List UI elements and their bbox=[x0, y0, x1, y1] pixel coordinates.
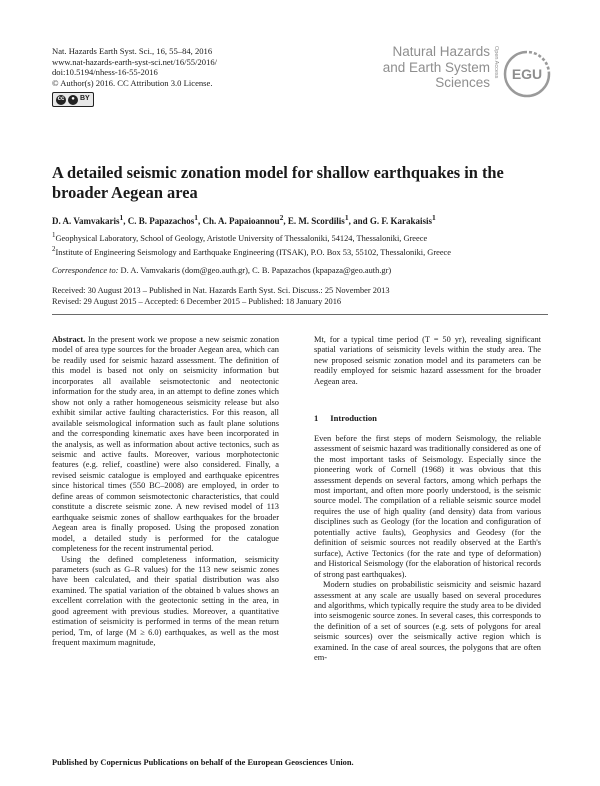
left-column bbox=[52, 335, 279, 649]
attribution-icon: ● bbox=[68, 95, 78, 105]
paper-title: A detailed seismic zonation model for shallow earthquakes in the broader Aegean area bbox=[52, 163, 504, 202]
journal-logo bbox=[370, 44, 555, 106]
author-name: Ch. A. Papaioannou bbox=[202, 216, 280, 226]
author-affiliation-mark: 1 bbox=[344, 213, 349, 222]
author-affiliation-mark: 1 bbox=[119, 213, 124, 222]
publisher-footer: Published by Copernicus Publications on behalf of the European Geosciences Union. bbox=[52, 758, 354, 767]
affiliation bbox=[52, 230, 451, 244]
journal-name bbox=[370, 44, 490, 91]
egu-logo-icon bbox=[503, 50, 551, 98]
cc-badge-label: BY bbox=[80, 95, 90, 103]
abstract-paragraph: Using the defined completeness information, seismicity parameters (such as G–R values) for the 113 new seismic zones have been calculated, and their spatial distribution was also examined. The spatial variation of the obtained b values shows an excellent correlation with the geotectonic setting in the area, in good agreement with previous studies. Moreover, a quantitative estimation of seismicity is performed in terms of the mean return period, Tm, of large (M ≥ 6.0) earthquakes, as well as the most frequent maximum magnitude, bbox=[52, 554, 279, 648]
abstract-paragraph: Mt, for a typical time period (T = 50 yr), revealing significant spatial variations of seismicity levels within the study area. The new proposed seismic zonation model and its parameters can be readily employed for seismic hazard assessment for the broader Aegean area. bbox=[314, 335, 541, 386]
correspondence-text[interactable]: D. A. Vamvakaris (dom@geo.auth.gr), C. B. Papazachos (kpapaza@geo.auth.gr) bbox=[120, 266, 392, 275]
author-name: D. A. Vamvakaris bbox=[52, 216, 120, 226]
journal-name-line: Natural Hazards bbox=[392, 44, 490, 59]
correspondence bbox=[52, 266, 391, 275]
correspondence-label: Correspondence to: bbox=[52, 266, 119, 275]
section-number: 1 bbox=[314, 413, 319, 424]
right-column bbox=[314, 335, 541, 664]
abstract-text: In the present work we propose a new seismic zonation model of area type sources for the broader Aegean area, which can be readily used for seismic hazard assessment. The definition of this model is based not only on seismicity information but incorporates all available seismotectonic and neotectonic information for the study area, in an attempt to define zones which show not only a rather homogeneous seismicity release but also exhibit similar active faulting characteristics. For this reason, all available seismological information such as fault plane solutions and the corresponding kinematic axes have been incorporated in the analysis, as well as information about active tectonics, such as seismic and active faults. Moreover, various morphotectonic features (e.g. relief, coastline) were also considered. Finally, a revised seismic catalogue is employed and earthquake epicentres since historical times (550 BC–2008) are employed, in order to define areas of common seismotectonic characteristics, that could constitute a discrete seismic zone. A new revised model of 113 earthquake seismic zones of shallow earthquakes for the broader Aegean area is finally proposed. Using the proposed zonation model, a detailed study is performed for the catalogue completeness for the recent instrumental period. bbox=[52, 335, 280, 554]
received-line: Received: 30 August 2013 – Published in Nat. Hazards Earth Syst. Sci. Discuss.: 25 November 2013 bbox=[52, 286, 390, 295]
author-name: C. B. Papazachos bbox=[127, 216, 195, 226]
author-name: G. F. Karakaisis bbox=[369, 216, 433, 226]
author-list: D. A. Vamvakaris$^1$, C. B. Papazachos$^1$, Ch. A. Papaioannou$^2$, E. M. Scordilis$^1$, and G. F. Karakaisis$^1$ bbox=[52, 213, 436, 226]
article-metadata bbox=[52, 46, 217, 107]
affiliations bbox=[52, 230, 451, 259]
body-paragraph: Even before the first steps of modern Seismology, the reliable assessment of seismic hazard was traditionally considered as one of the most important tasks of Seismology. Especially since the pioneering work of Cornell (1968) it was obvious that this assessment depends on several factors, among which perhaps the most important, and often more poorly understood, is the seismic source model. The compilation of a reliable seismic source model requires the use of high quality (and density) data from various disciplines such as Geology (for the location and configuration of potentially active faults), Geophysics and Geodesy (for the definition of seismic sources not readily observed at the Earth's surface), Active Tectonics (for the rate and type of deformation) and Historical Seismology (for the elaboration of historical records of strong past earthquakes). bbox=[314, 433, 541, 579]
egu-logo-text: EGU bbox=[511, 66, 543, 82]
journal-name-line: and Earth System bbox=[382, 59, 490, 75]
abstract-paragraph bbox=[52, 335, 279, 555]
affiliation-text: Geophysical Laboratory, School of Geology, Aristotle University of Thessaloniki, 54124, Thessaloniki, Greece bbox=[55, 233, 428, 243]
section-title: Introduction bbox=[330, 413, 377, 424]
header-divider bbox=[52, 314, 548, 315]
doi[interactable]: doi:10.5194/nhess-16-55-2016 bbox=[52, 67, 158, 78]
citation: Nat. Hazards Earth Syst. Sci., 16, 55–84, 2016 bbox=[52, 46, 213, 56]
cc-icon: cc bbox=[56, 95, 66, 105]
author-affiliation-mark: 2 bbox=[279, 213, 284, 222]
author-name: E. M. Scordilis bbox=[287, 216, 345, 226]
revised-line: Revised: 29 August 2015 – Accepted: 6 December 2015 – Published: 18 January 2016 bbox=[52, 296, 342, 306]
author-affiliation-mark: 1 bbox=[432, 213, 436, 222]
cc-license-badge[interactable] bbox=[52, 92, 94, 107]
abstract-label: Abstract. bbox=[52, 335, 86, 344]
body-paragraph: Modern studies on probabilistic seismicity and seismic hazard assessment at any scale are usually based on several procedures and algorithms, which typically require the study area to be divided into seismogenic source zones. In several cases, this corresponds to the definition of a set of sources (e.g. sets of polygons for areal seismic sources) over the seismically active region which is examined. In the case of areal sources, the polygons that are often em- bbox=[314, 580, 541, 663]
publication-dates bbox=[52, 286, 390, 307]
author-affiliation-mark: 1 bbox=[194, 213, 199, 222]
affiliation-text: Institute of Engineering Seismology and Earthquake Engineering (ITSAK), P.O. Box 53, 55102, Thessaloniki, Greece bbox=[55, 248, 451, 258]
section-heading bbox=[314, 413, 541, 423]
affiliation bbox=[52, 244, 451, 258]
copyright: © Author(s) 2016. CC Attribution 3.0 License. bbox=[52, 77, 213, 88]
journal-url[interactable]: www.nat-hazards-earth-syst-sci.net/16/55/2016/ bbox=[52, 56, 218, 67]
journal-name-line: Sciences bbox=[435, 75, 490, 90]
affiliation-mark: 2 bbox=[52, 245, 56, 254]
open-access-label: Open Access bbox=[493, 46, 499, 79]
affiliation-mark: 1 bbox=[52, 231, 56, 239]
